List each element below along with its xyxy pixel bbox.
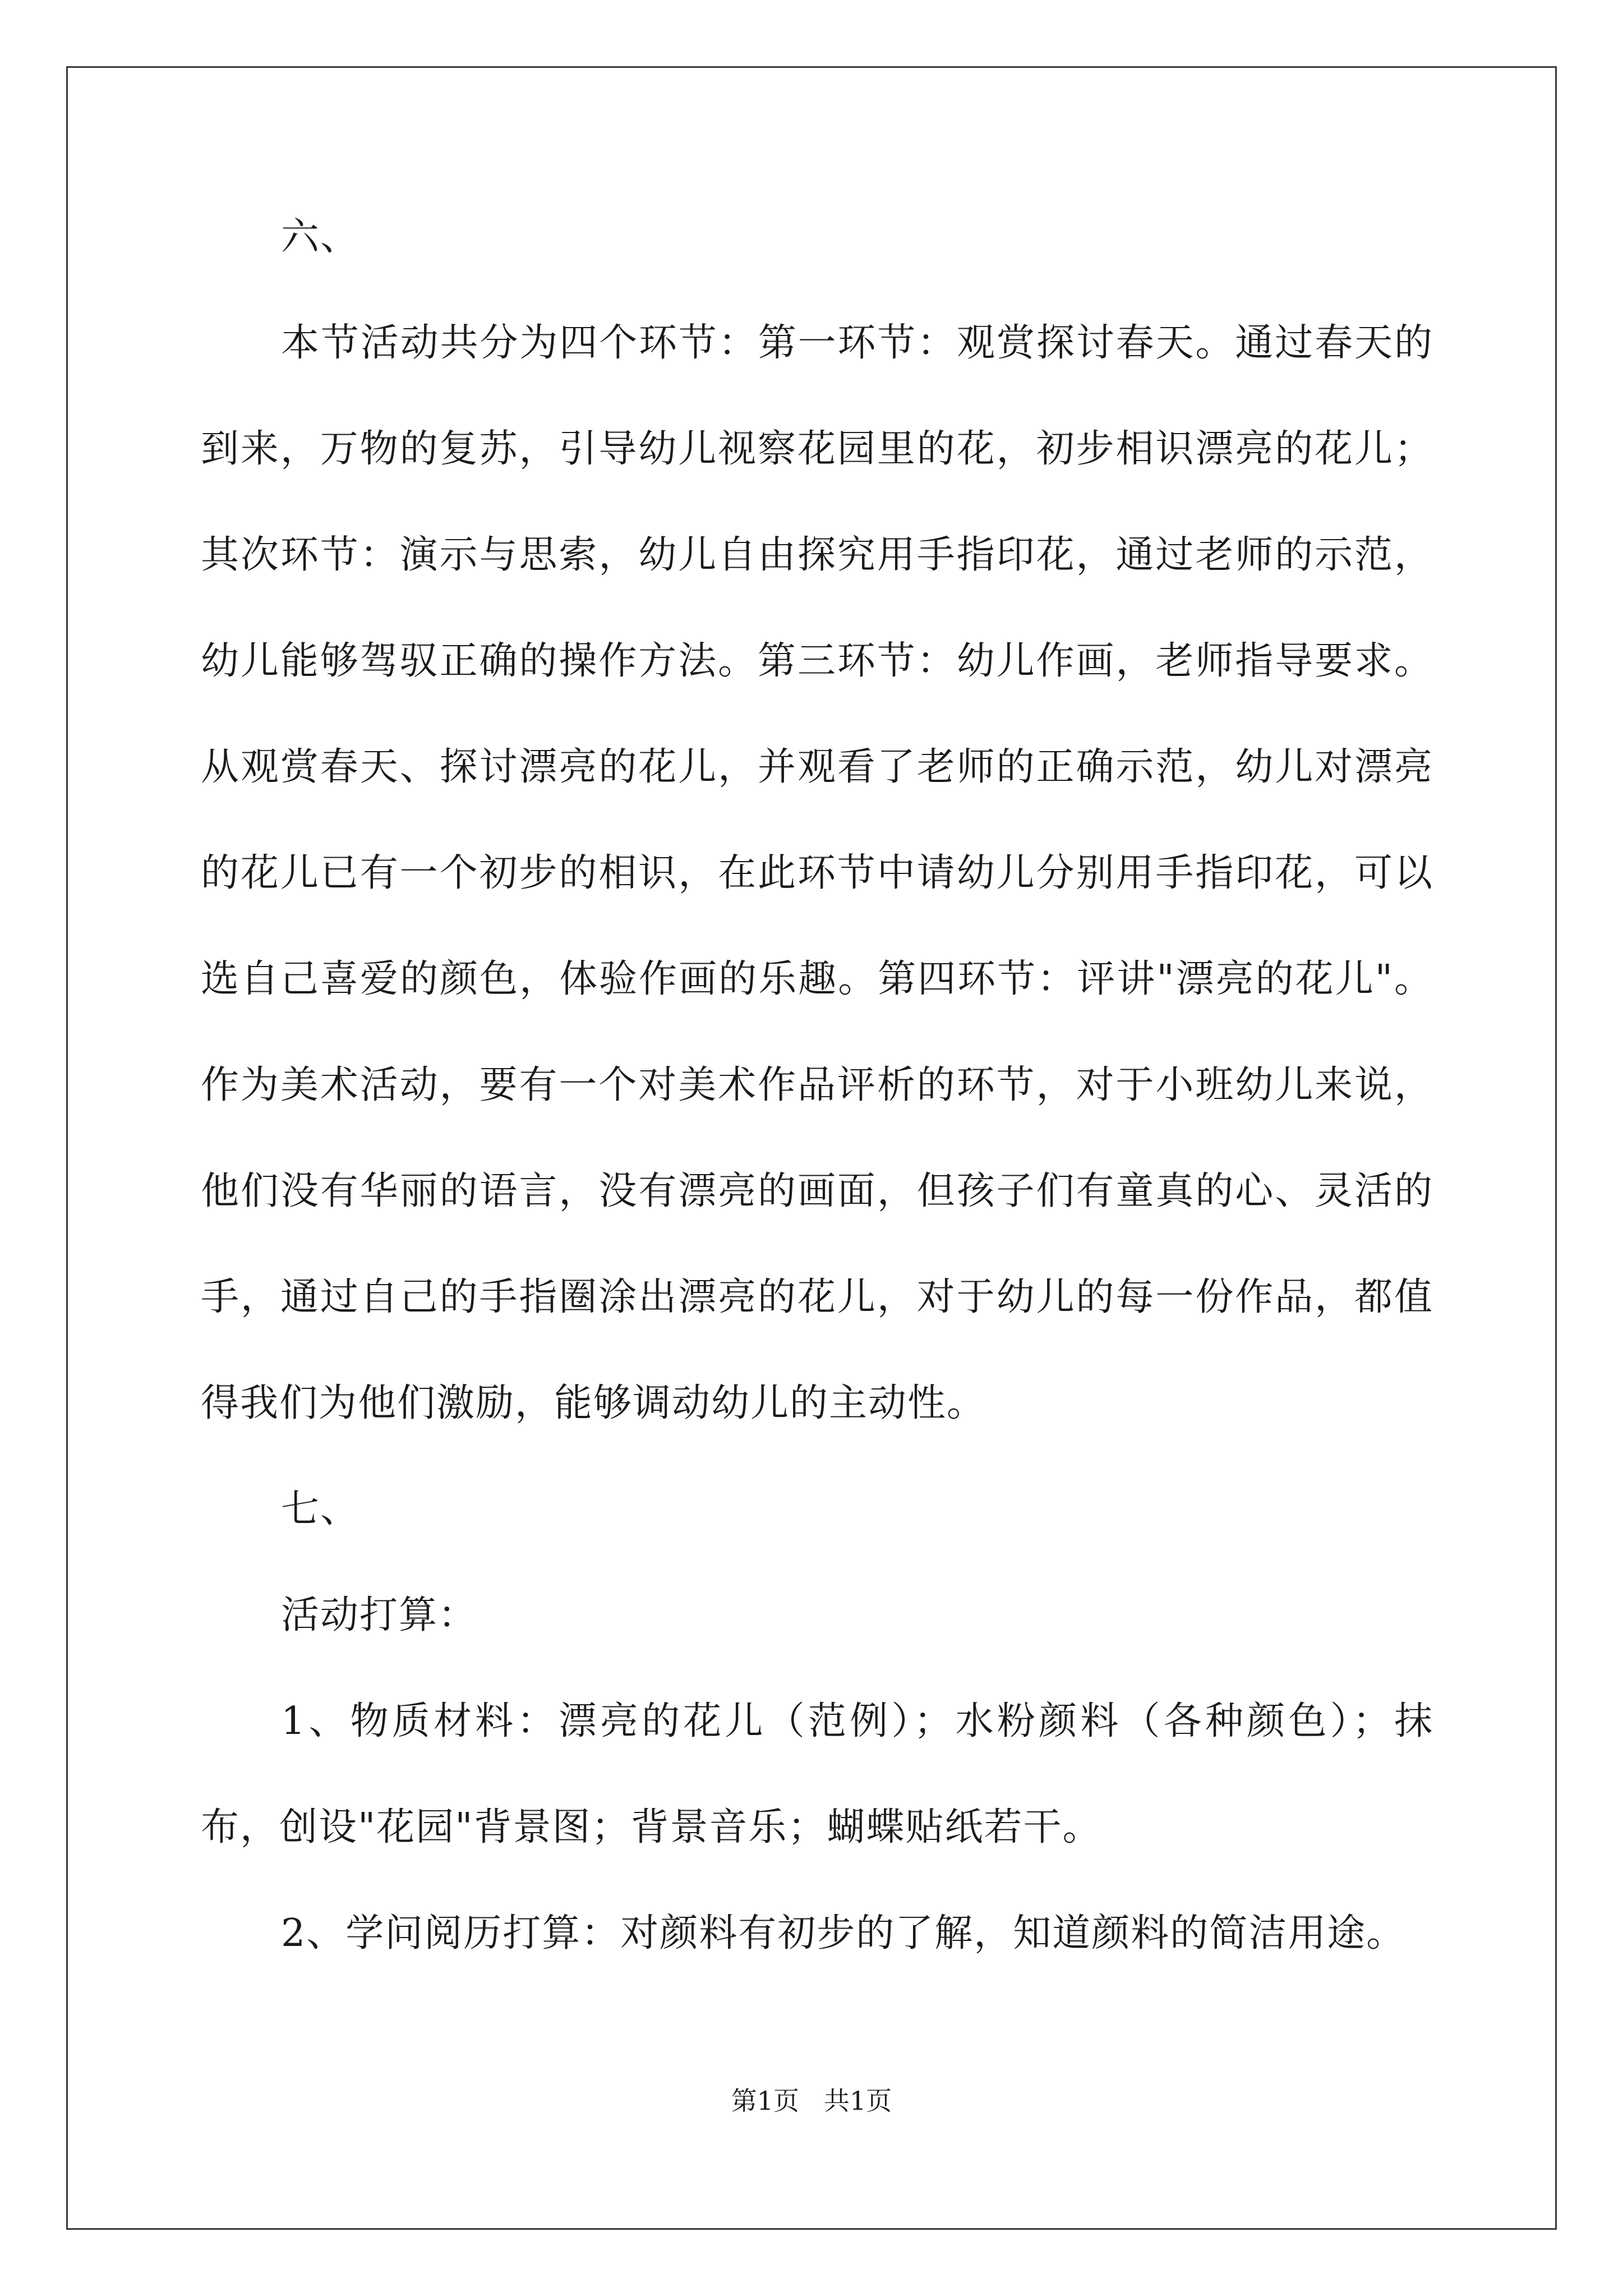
body-paragraph-activity-prep-heading: 活动打算： (281, 1593, 478, 1637)
page-number: 第1页 (731, 2086, 799, 2116)
section-heading-six: 六、 (281, 215, 360, 259)
page-footer (0, 2084, 1623, 2118)
document-body (201, 184, 1433, 1986)
body-paragraph-materials: 1、物质材料：漂亮的花儿（范例）；水粉颜料（各种颜色）；抹布，创设"花园"背景图；背景音乐；蝴蝶贴纸若干。 (201, 1699, 1433, 1849)
section-heading-seven: 七、 (281, 1487, 360, 1531)
body-paragraph-knowledge-prep: 2、学问阅历打算：对颜料有初步的了解，知道颜料的简洁用途。 (281, 1911, 1406, 1955)
body-paragraph-activity-stages: 本节活动共分为四个环节：第一环节：观赏探讨春天。通过春天的到来，万物的复苏，引导幼儿视察花园里的花，初步相识漂亮的花儿；其次环节：演示与思索，幼儿自由探究用手指印花，通过老师的示范，幼儿能够驾驭正确的操作方法。第三环节：幼儿作画，老师指导要求。从观赏春天、探讨漂亮的花儿，并观看了老师的正确示范，幼儿对漂亮的花儿已有一个初步的相识，在此环节中请幼儿分别用手指印花，可以选自己喜爱的颜色，体验作画的乐趣。第四环节：评讲"漂亮的花儿"。作为美术活动，要有一个对美术作品评析的环节，对于小班幼儿来说，他们没有华丽的语言，没有漂亮的画面，但孩子们有童真的心、灵活的手，通过自己的手指圈涂出漂亮的花儿，对于幼儿的每一份作品，都值得我们为他们激励，能够调动幼儿的主动性。 (201, 321, 1433, 1425)
page-total: 共1页 (824, 2086, 892, 2116)
